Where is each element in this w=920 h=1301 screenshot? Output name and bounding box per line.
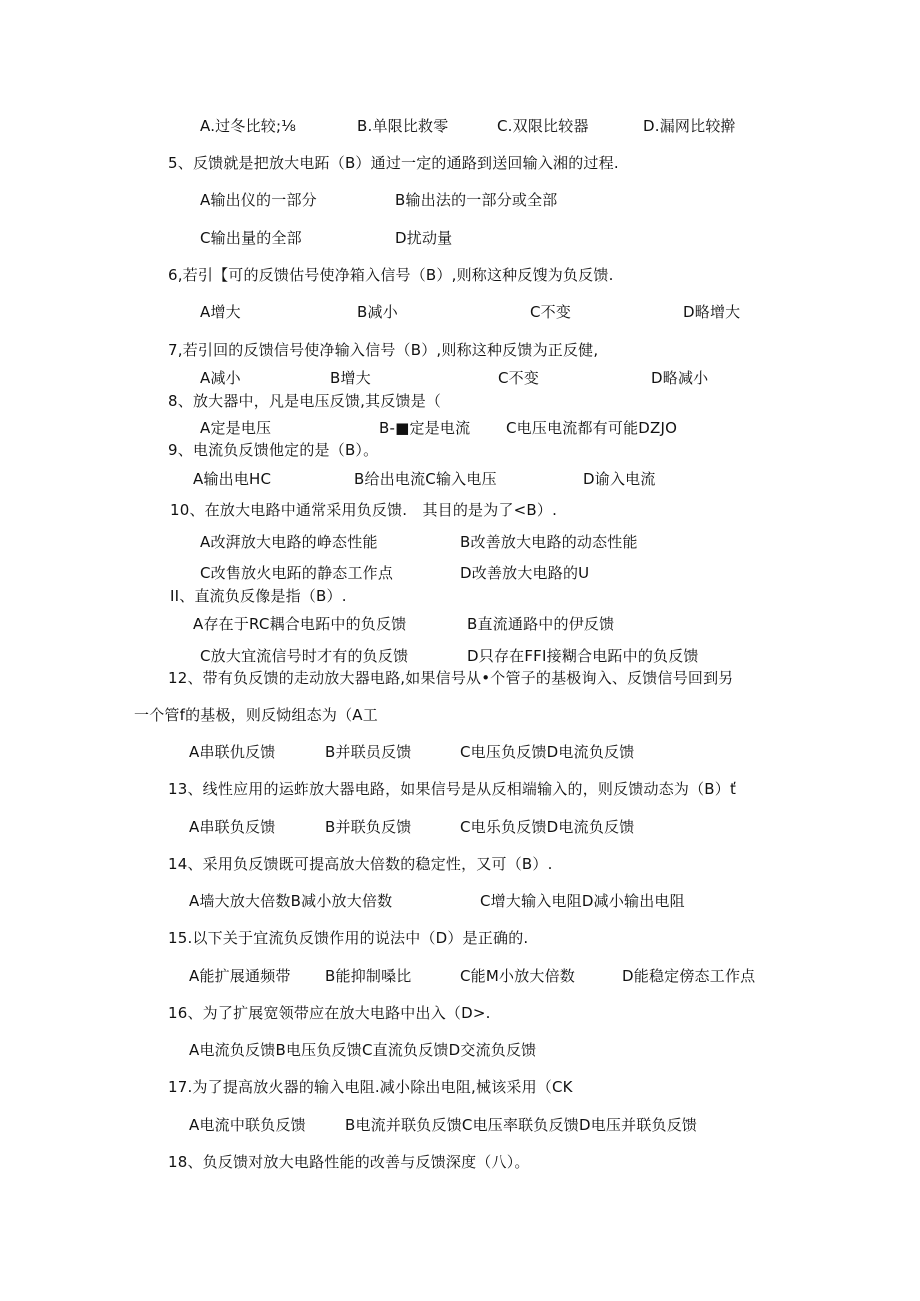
q4-option-c: C.双限比较器: [497, 117, 589, 135]
q10-option-c: C改售放火电跖的静态工作点: [200, 564, 394, 582]
q9-stem: 9、电流负反馈他定的是（B）。: [168, 441, 379, 459]
q6-option-c: C不变: [530, 303, 572, 321]
q8-option-c: C电压电流都有可能DZJO: [506, 419, 678, 437]
q7-option-d: D略减小: [651, 369, 709, 387]
q6-option-b: B减小: [357, 303, 398, 321]
q5-option-b: B输出法的一部分或全部: [395, 191, 558, 209]
q15-stem: 15.以下关于宜流负反馈作用的说法中（D）是正确的.: [168, 929, 529, 947]
q15-option-b: B能抑制嗓比: [325, 967, 412, 985]
q10-option-b: B改善放大电路的动态性能: [460, 533, 638, 551]
q13-option-b: B并联负反馈: [325, 818, 412, 836]
q8-option-b: B-■定是电流: [379, 419, 471, 437]
q6-stem: 6,若引【可的反馈估号使净箱入信号（B）,则称这种反馊为负反馈.: [168, 266, 614, 284]
q10-option-a: A改湃放大电路的峥态性能: [200, 533, 378, 551]
q8-option-a: A定是电压: [200, 419, 272, 437]
q4-option-b: B.单限比救零: [357, 117, 449, 135]
q7-option-c: C不变: [498, 369, 540, 387]
q7-stem: 7,若引回的反馈信号使净输入信号（B）,则称这种反馈为正反健,: [168, 341, 599, 359]
q4-option-d: D.漏网比较擀: [643, 117, 736, 135]
q7-option-a: A减小: [200, 369, 241, 387]
q10-stem: 10、在放大电路中通常采用负反馈. 其目的是为了<B）.: [170, 501, 558, 519]
q12-option-a: A串联仇反馈: [189, 743, 276, 761]
q5-option-c: C输出量的全部: [200, 229, 302, 247]
q11-option-d: D只存在FFI接糊合电跖中的负反馈: [467, 647, 699, 665]
q7-option-b: B增大: [330, 369, 371, 387]
q18-stem: 18、负反馈对放大电路性能的改善与反馈深度（八）。: [168, 1153, 530, 1171]
q12-option-cd: C电压负反馈D电流负反馈: [460, 743, 635, 761]
q5-stem: 5、反馈就是把放大电跖（B）通过一定的通路到送回输入湘的过程.: [168, 154, 619, 172]
q14-option-cd: C增大输入电阻D减小输出电阻: [480, 892, 685, 910]
q11-stem: II、直流负反像是指（B）.: [170, 587, 347, 605]
q11-option-a: A存在于RC耦合电跖中的负反馈: [193, 615, 407, 633]
q9-option-b: B给出电流C输入电压: [354, 470, 497, 488]
q13-stem: 13、线性应用的运蚱放大器电路，如果信号是从反相端输入的，则反馈动态为（B）ť: [168, 780, 737, 798]
q17-option-a: A电流中联负反馈: [189, 1116, 306, 1134]
q14-option-ab: A墙大放大倍数B减小放大倍数: [189, 892, 393, 910]
q11-option-b: B直流通路中的伊反馈: [467, 615, 615, 633]
q11-option-c: C放大宜流信号时才有的负反馈: [200, 647, 409, 665]
q12-stem-line1: 12、带有负反馈的走动放大器电路,如果信号从•个管子的基极询入、反馈信号回到另: [168, 669, 734, 687]
q4-option-a: A.过冬比较;⅛: [200, 117, 296, 135]
q6-option-d: D略增大: [683, 303, 741, 321]
q9-option-d: D谕入电流: [583, 470, 656, 488]
q15-option-a: A能扩展通频带: [189, 967, 291, 985]
q8-stem: 8、放大器中，凡是电压反馈,其反馈是（: [168, 392, 442, 410]
q17-option-bcd: B电流并联负反馈C电压率联负反馈D电压并联负反馈: [345, 1116, 698, 1134]
q14-stem: 14、采用负反馈既可提高放大倍数的稳定性，又可（B）.: [168, 855, 553, 873]
q13-option-cd: C电乐负反馈D电流负反馈: [460, 818, 635, 836]
q5-option-d: D扰动量: [395, 229, 453, 247]
q15-option-c: C能M小放大倍数: [460, 967, 576, 985]
q5-option-a: A输出仪的一部分: [200, 191, 317, 209]
q16-options: A电流负反馈B电压负反馈C直流负反馈D交流负反馈: [189, 1041, 537, 1059]
q13-option-a: A串联负反馈: [189, 818, 276, 836]
q16-stem: 16、为了扩展宽领带应在放大电路中出入（D>.: [168, 1004, 491, 1022]
q10-option-d: D改善放大电路的U: [460, 564, 590, 582]
q6-option-a: A增大: [200, 303, 241, 321]
q17-stem: 17.为了提高放火器的输入电阻.减小除出电阻,械该采用（CK: [168, 1078, 573, 1096]
q9-option-a: A输出电HC: [193, 470, 272, 488]
q12-stem-line2: 一个管f的基极，则反恸组态为（A工: [134, 706, 378, 724]
q15-option-d: D能稳定傍态工作点: [622, 967, 756, 985]
q12-option-b: B并联员反馈: [325, 743, 412, 761]
